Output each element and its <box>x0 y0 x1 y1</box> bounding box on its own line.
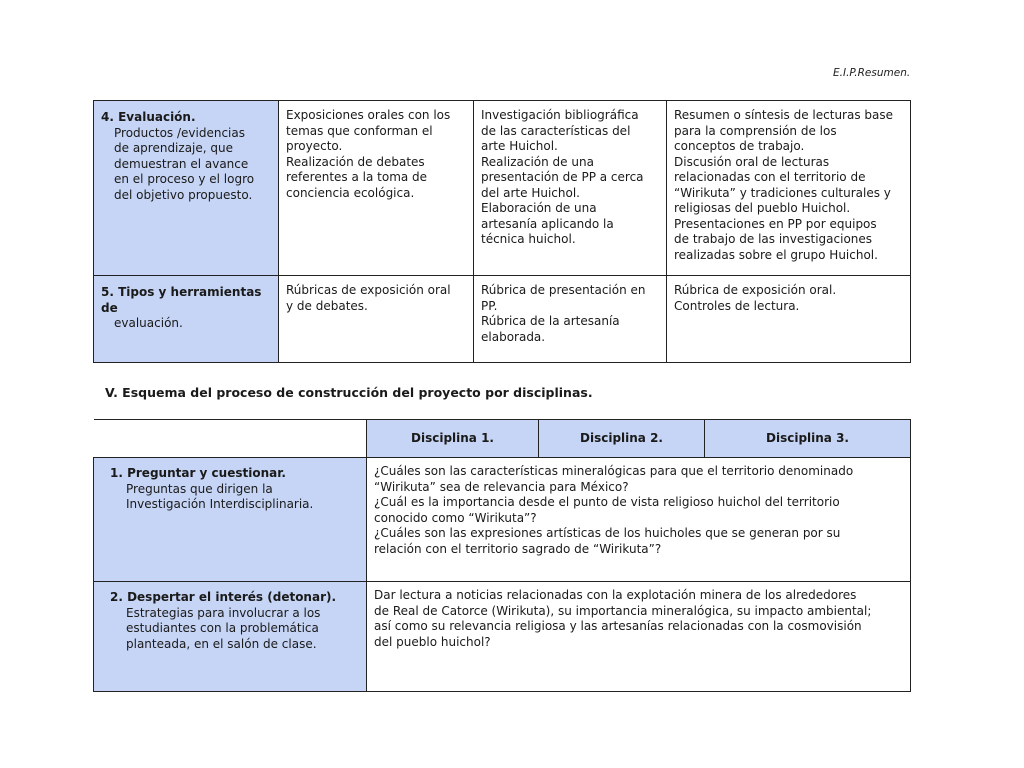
table-row <box>94 276 911 363</box>
row-label-preguntar <box>94 458 367 582</box>
table-cell: Rúbrica de exposición oral. Controles de lectura. <box>667 276 911 363</box>
row-title: 4. Evaluación. <box>101 110 196 124</box>
row-description: evaluación. <box>114 316 183 330</box>
row-description: Preguntas que dirigen la Investigación Interdisciplinaria. <box>126 481 314 511</box>
table-cell: Resumen o síntesis de lecturas base para la comprensión de los conceptos de trabajo. Discusión oral de lecturas relacionadas con el territorio de “Wirikuta” y tradiciones culturales y religiosas del pueblo Huichol. Presentaciones en PP por equipos de trabajo de las investigaciones realizadas sobre el grupo Huichol. <box>667 101 911 276</box>
empty-header-cell <box>94 420 367 458</box>
row-content: Dar lectura a noticias relacionadas con la explotación minera de los alrededores de Real de Catorce (Wirikuta), su importancia mineralógica, su impacto ambiental; así como su relevancia religiosa y las artesanías relacionadas con la cosmovisión del pueblo huichol? <box>367 582 911 692</box>
row-description: Estrategias para involucrar a los estudiantes con la problemática planteada, en el salón de clase. <box>126 605 321 651</box>
table-header-row <box>94 420 911 458</box>
row-title: 2. Despertar el interés (detonar). <box>110 590 337 604</box>
evaluation-table <box>93 100 911 363</box>
table-cell: Investigación bibliográfica de las características del arte Huichol. Realización de una presentación de PP a cerca del arte Huichol. Elaboración de una artesanía aplicando la técnica huichol. <box>474 101 667 276</box>
table-row <box>94 458 911 582</box>
column-header: Disciplina 3. <box>705 420 911 458</box>
table-cell: Exposiciones orales con los temas que conforman el proyecto. Realización de debates referentes a la toma de conciencia ecológica. <box>279 101 474 276</box>
table-cell: Rúbrica de presentación en PP. Rúbrica de la artesanía elaborada. <box>474 276 667 363</box>
row-content: ¿Cuáles son las características mineralógicas para que el territorio denominado “Wirikuta” sea de relevancia para México? ¿Cuál es la importancia desde el punto de vista religioso huichol del territorio conocido como “Wirikuta”? ¿Cuáles son las expresiones artísticas de los huicholes que se generan por su relación con el territorio sagrado de “Wirikuta”? <box>367 458 911 582</box>
document-reference: E.I.P.Resumen. <box>833 67 911 79</box>
section-heading: V. Esquema del proceso de construcción del proyecto por disciplinas. <box>105 385 593 400</box>
disciplines-table <box>93 419 911 692</box>
row-title: 1. Preguntar y cuestionar. <box>110 466 286 480</box>
row-description: Productos /evidencias de aprendizaje, que demuestran el avance en el proceso y el logro del objetivo propuesto. <box>114 125 255 202</box>
table-row <box>94 101 911 276</box>
row-label-despertar <box>94 582 367 692</box>
column-header: Disciplina 1. <box>367 420 539 458</box>
column-header: Disciplina 2. <box>539 420 705 458</box>
table-cell: Rúbricas de exposición oral y de debates. <box>279 276 474 363</box>
row-label-evaluacion <box>94 101 279 276</box>
row-title: 5. Tipos y herramientas de <box>101 285 262 315</box>
row-label-tipos <box>94 276 279 363</box>
table-row <box>94 582 911 692</box>
